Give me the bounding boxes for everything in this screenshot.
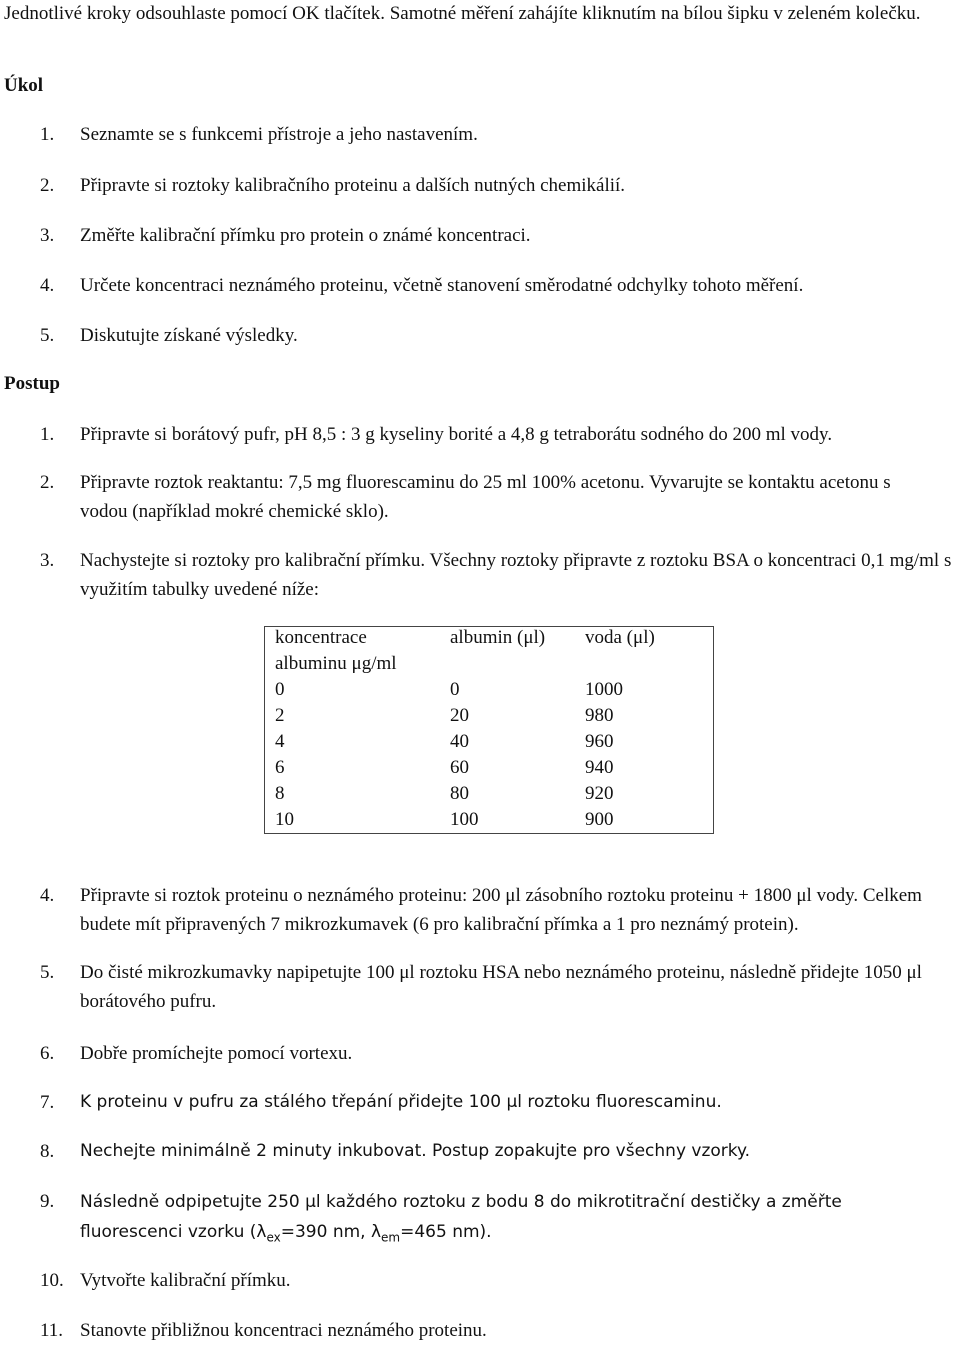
table-cell: 6 bbox=[275, 757, 285, 778]
table-row bbox=[265, 677, 715, 703]
item-text: Seznamte se s funkcemi přístroje a jeho nastavením. bbox=[80, 124, 478, 145]
item-number: 10. bbox=[40, 1270, 64, 1291]
table-cell: 4 bbox=[275, 731, 285, 752]
item-number: 3. bbox=[40, 225, 55, 246]
item-number: 3. bbox=[40, 550, 55, 571]
table-cell: 980 bbox=[585, 705, 614, 726]
item-text bbox=[80, 1187, 900, 1252]
item-number: 4. bbox=[40, 275, 55, 296]
item-number: 1. bbox=[40, 424, 55, 445]
item-number: 2. bbox=[40, 472, 55, 493]
item-number: 1. bbox=[40, 124, 55, 145]
table-cell: 40 bbox=[450, 731, 469, 752]
item-text: Připravte si borátový pufr, pH 8,5 : 3 g kyseliny borité a 4,8 g tetraborátu sodného do 200 ml vody. bbox=[80, 424, 833, 445]
table-cell: 80 bbox=[450, 783, 469, 804]
intro-paragraph: Jednotlivé kroky odsouhlaste pomocí OK tlačítek. Samotné měření zahájíte kliknutím na bílou šipku v zeleném kolečku. bbox=[4, 3, 921, 24]
table-row bbox=[265, 729, 715, 755]
table-header-cell: voda (μl) bbox=[585, 627, 655, 648]
table-cell: 1000 bbox=[585, 679, 623, 700]
item-text: Nachystejte si roztoky pro kalibrační přímku. Všechny roztoky připravte z roztoku BSA o koncentraci 0,1 mg/ml s využitím tabulky uvedené níže: bbox=[80, 550, 952, 600]
subscript-ex: ex bbox=[266, 1230, 281, 1245]
item-text: Dobře promíchejte pomocí vortexu. bbox=[80, 1043, 353, 1064]
item-number: 2. bbox=[40, 175, 55, 196]
item-text: Připravte si roztoky kalibračního proteinu a dalších nutných chemikálií. bbox=[80, 175, 626, 196]
table-cell: 60 bbox=[450, 757, 469, 778]
calibration-table bbox=[265, 625, 715, 833]
item-number: 4. bbox=[40, 885, 55, 906]
item-number: 5. bbox=[40, 325, 55, 346]
table-row bbox=[265, 755, 715, 781]
item-text: Diskutujte získané výsledky. bbox=[80, 325, 298, 346]
item-text: Stanovte přibližnou koncentraci neznámého proteinu. bbox=[80, 1320, 487, 1341]
item-number: 8. bbox=[40, 1141, 55, 1162]
item-text: Určete koncentraci neznámého proteinu, včetně stanovení směrodatné odchylky tohoto měření. bbox=[80, 275, 804, 296]
table-cell: 8 bbox=[275, 783, 285, 804]
item-text: K proteinu v pufru za stálého třepání přidejte 100 μl roztoku fluorescaminu. bbox=[80, 1092, 722, 1112]
table-cell: 940 bbox=[585, 757, 614, 778]
item-number: 7. bbox=[40, 1092, 55, 1113]
item-text: Do čisté mikrozkumavky napipetujte 100 μl roztoku HSA nebo neznámého proteinu, následně přidejte 1050 μl borátového pufru. bbox=[80, 962, 922, 1012]
section-heading-postup: Postup bbox=[4, 373, 60, 394]
section-heading-ukol: Úkol bbox=[4, 75, 44, 96]
table-header-cell: koncentrace albuminu μg/ml bbox=[275, 627, 397, 674]
subscript-em: em bbox=[381, 1230, 401, 1245]
item-text: Nechejte minimálně 2 minuty inkubovat. Postup zopakujte pro všechny vzorky. bbox=[80, 1141, 751, 1161]
table-row bbox=[265, 781, 715, 807]
item-text-part: =390 nm, λ bbox=[280, 1222, 382, 1242]
table-cell: 900 bbox=[585, 809, 614, 830]
table-cell: 0 bbox=[450, 679, 460, 700]
table-cell: 10 bbox=[275, 809, 294, 830]
table-row bbox=[265, 807, 715, 833]
table-cell: 100 bbox=[450, 809, 479, 830]
item-number: 5. bbox=[40, 962, 55, 983]
table-header-row bbox=[265, 625, 715, 677]
table-header-cell: albumin (μl) bbox=[450, 627, 546, 648]
table-cell: 2 bbox=[275, 705, 285, 726]
table-cell: 960 bbox=[585, 731, 614, 752]
item-text: Připravte roztok reaktantu: 7,5 mg fluorescaminu do 25 ml 100% acetonu. Vyvarujte se kontaktu acetonu s vodou (například mokré chemické sklo). bbox=[80, 472, 891, 522]
item-text-part: Následně odpipetujte 250 μl každého roztoku z bodu 8 do mikrotitrační destičky a změřte fluorescenci vzorku (λ bbox=[80, 1192, 842, 1242]
item-number: 9. bbox=[40, 1191, 55, 1212]
table-cell: 0 bbox=[275, 679, 285, 700]
item-text: Vytvořte kalibrační přímku. bbox=[80, 1270, 291, 1291]
item-text: Připravte si roztok proteinu o neznámého proteinu: 200 μl zásobního roztoku proteinu + 1800 μl vody. Celkem budete mít připravených 7 mikrozkumavek (6 pro kalibrační přímka a 1 pro neznámý protein). bbox=[80, 885, 922, 935]
table-cell: 20 bbox=[450, 705, 469, 726]
item-number: 11. bbox=[40, 1320, 64, 1341]
item-text-part: =465 nm). bbox=[400, 1222, 492, 1242]
item-number: 6. bbox=[40, 1043, 55, 1064]
table-cell: 920 bbox=[585, 783, 614, 804]
table-row bbox=[265, 703, 715, 729]
item-text: Změřte kalibrační přímku pro protein o známé koncentraci. bbox=[80, 225, 531, 246]
